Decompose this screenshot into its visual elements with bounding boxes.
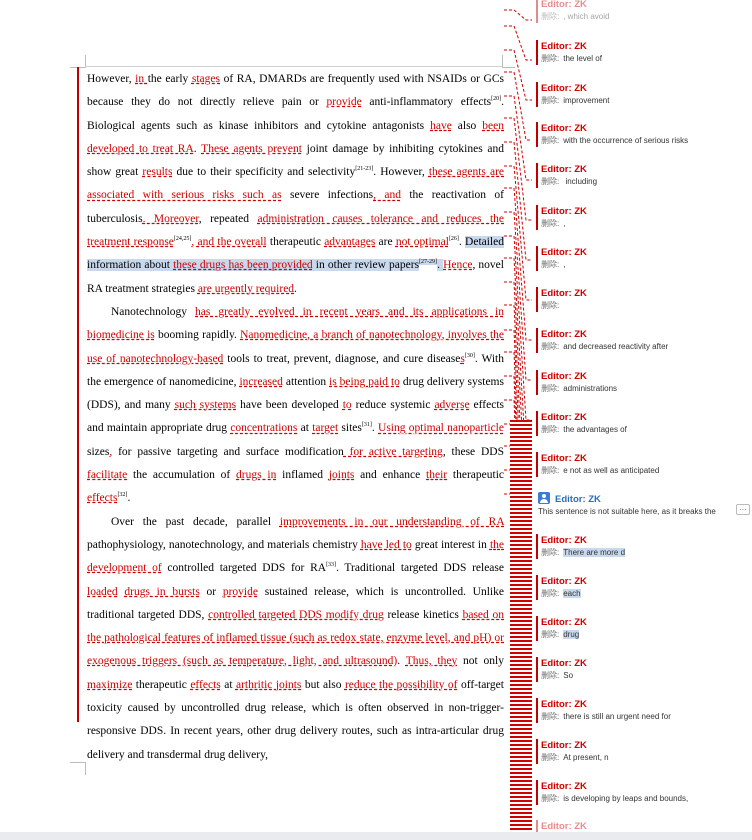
text-run: joint damage by inhibiting cytokines and show great [87,142,505,179]
deleted-text: , [563,219,566,228]
text-run: have been developed [236,399,343,412]
comment-author-name: Editor: ZK [541,164,587,175]
tracked-insertion: target [312,422,339,435]
deleted-text: improvement [563,96,610,105]
text-run: anti-inflammatory effects [361,96,492,109]
comment-body [541,341,752,353]
tracked-insertion: stages [191,73,220,85]
tracked-insertion: Hence [443,259,473,272]
text-run: Nanotechnology [111,305,196,318]
deletion-label: 删除: [541,342,560,351]
text-run: tools to treat, prevent, diagnose, and cure disease [223,352,461,365]
tracked-insertion: the development of [87,538,505,575]
deleted-text: So [563,671,574,680]
tracked-insertion: . Moreover [142,212,199,225]
tracked-insertion: joints [328,469,355,482]
deletion-label: 删除: [541,301,560,310]
citation-ref: [20] [491,96,502,103]
text-run: . Biological agents such as kinase inhibitors and cytokine antagonists [87,96,505,132]
text-run: . [127,492,131,505]
text-run: , novel RA treatment strategies [87,259,504,295]
text-run: However, [87,73,136,85]
tracked-insertion: in [135,73,148,85]
comment-body [541,95,752,107]
page-corner-mark [502,55,515,68]
text-run: of RA, DMARDs are frequently used with NSAIDs or GCs because they do not directly relieve pain or [87,73,504,109]
text-run: for passive targeting and surface modification [112,445,344,458]
deleted-text: , which avoid [563,12,610,21]
comment-author [541,657,752,670]
comment-author [541,452,752,465]
comment-author-name: Editor: ZK [541,617,587,628]
comment-card[interactable] [536,534,752,559]
comment-body [538,506,752,518]
deletion-label: 删除: [541,466,560,475]
text-run: drug delivery systems (DDS), and many [87,375,504,412]
comment-author [541,205,752,218]
text-run: , these DDS [442,445,504,458]
user-avatar-icon [538,492,550,504]
tracked-insertion: maximize [87,678,133,691]
tracked-insertion: controlled targeted DDS modify drug [208,608,384,621]
deletion-label: 删除: [541,589,560,598]
deletion-label: 删除: [541,712,560,721]
comment-card[interactable] [536,657,752,682]
comment-card[interactable] [536,0,752,23]
comment-author [541,287,752,300]
comment-author [541,82,752,95]
comment-body [541,383,752,395]
comment-author [541,575,752,588]
citation-ref: [31] [361,422,372,429]
text-run: reduce systemic [351,399,435,412]
deleted-text: e not as well as anticipated [563,466,660,475]
tracked-insertion: to [342,399,352,412]
comment-author [541,246,752,259]
deleted-text: and decreased reactivity after [563,342,669,351]
comment-card[interactable] [536,739,752,764]
tracked-insertion: been developed to treat RA [87,119,504,155]
comment-card[interactable] [536,328,752,353]
comment-body [541,218,752,230]
comment-body [541,793,752,805]
deleted-text: with the occurrence of serious risks [563,136,689,145]
comment-author-name: Editor: ZK [541,329,587,340]
comment-card[interactable] [536,122,752,147]
tracked-insertion: drugs in bursts [124,585,200,598]
citation-ref: [24,25] [173,236,192,243]
status-bar [0,832,752,840]
comment-author-name: Editor: ZK [541,0,587,10]
text-run: . [193,142,202,155]
comment-author-name: Editor: ZK [541,740,587,751]
comment-body [541,752,752,764]
deleted-text: there is still an urgent need for [563,712,671,721]
text-run: Over the past decade, parallel [111,515,280,528]
text-run: attention [282,375,330,388]
comment-body [541,670,752,682]
comment-author [541,534,752,547]
text-run: controlled targeted DDS for RA [161,562,327,575]
tracked-insertion: results [142,166,173,179]
comment-author [541,122,752,135]
comment-author [541,780,752,793]
comment-body [541,629,752,641]
comment-body [541,176,752,188]
deleted-text: the advantages of [563,425,627,434]
comment-author-name: Editor: ZK [555,494,601,505]
comment-author [541,328,752,341]
comment-connector-stack [510,420,532,840]
comment-author-name: Editor: ZK [541,576,587,587]
more-options-icon[interactable]: ··· [736,504,750,515]
comment-card[interactable] [536,205,752,230]
text-run: and enhance [354,469,427,482]
tracked-insertion: such systems [174,399,237,412]
deletion-label: 删除: [541,671,560,680]
text-run: the early [147,73,192,85]
deletion-label: 删除: [541,425,560,434]
citation-ref: [30] [464,352,475,359]
text-run: are [375,236,396,249]
tracked-insertion: drugs in [236,469,277,482]
comment-body [541,547,752,559]
comment-card[interactable] [536,370,752,395]
deletion-label: 删除: [541,177,560,186]
deleted-text: each [563,589,581,598]
deletion-label: 删除: [541,12,560,21]
text-run: sizes [87,445,110,458]
tracked-insertion: concentrations [230,422,298,435]
citation-ref: [27-29] [419,259,438,266]
text-run: sustained release, which is uncontrolled. Unlike traditional targeted DDS, [87,585,504,621]
deleted-text: There are more d [563,548,626,557]
comment-author-name: Editor: ZK [541,658,587,669]
tracked-insertion: Using optimal nanoparticle [378,422,504,435]
text-run: the reactivation of tuberculosis [87,189,505,225]
tracked-insertion: reduce the possibility of [344,678,458,691]
comment-body [541,465,752,477]
text-run: effects and maintain appropriate drug [87,399,504,435]
page-margin-line [85,66,502,67]
text-run: Detailed information about [87,236,504,272]
comment-body [541,53,752,65]
paragraph[interactable] [87,301,504,511]
text-run: . [458,236,466,249]
deleted-text: At present, n [563,753,609,762]
comment-author-name: Editor: ZK [541,247,587,258]
comment-body [541,11,752,23]
comment-author-name: Editor: ZK [541,781,587,792]
comment-author-name: Editor: ZK [541,412,587,423]
comment-author-name: Editor: ZK [541,453,587,464]
deleted-text: administrations [563,384,618,393]
tracked-insertion: arthritic joints [235,678,302,691]
comment-author [541,370,752,383]
tracked-insertion: are urgently required [197,282,295,295]
deletion-label: 删除: [541,384,560,393]
deleted-text: is developing by leaps and bounds, [563,794,689,803]
text-run: . [371,422,379,435]
deletion-label: 删除: [541,794,560,803]
comment-author-name: Editor: ZK [541,371,587,382]
comment-card[interactable] [536,82,752,107]
deletion-label: 删除: [541,260,560,269]
comment-card[interactable] [536,698,752,723]
text-run: in other review papers [312,259,420,272]
comment-body [541,135,752,147]
comment-author [541,698,752,711]
tracked-insertion: administration causes tolerance and reduces the treatment response [87,212,504,249]
page-corner-mark [70,762,86,775]
comment-body [541,588,752,600]
deleted-text: the level of [563,54,602,63]
text-run: therapeutic [132,678,191,691]
comment-author [541,411,752,424]
comments-pane[interactable] [532,0,752,840]
citation-ref: [26] [448,236,459,243]
text-run: due to their specificity and selectivity [172,166,356,179]
text-run: or [199,585,223,598]
text-run: therapeutic [266,236,325,249]
tracked-insertion: increased [239,375,283,388]
comment-author-name: Editor: ZK [541,699,587,710]
tracked-insertion: adverse [434,399,470,412]
text-run: . [294,282,297,295]
text-run: inflamed [276,469,329,482]
deletion-label: 删除: [541,219,560,228]
text-run: therapeutic [447,469,505,482]
text-run: . [397,655,406,668]
citation-ref: [32] [117,492,128,499]
deletion-label: 删除: [541,753,560,762]
comment-author-name: Editor: ZK [541,821,587,832]
comment-author-name: Editor: ZK [541,123,587,134]
comment-card[interactable] [536,411,752,436]
comment-card[interactable] [536,616,752,641]
deletion-label: 删除: [541,630,560,639]
comment-text: This sentence is not suitable here, as it breaks the [538,507,716,516]
comment-author-name: Editor: ZK [541,288,587,299]
tracked-insertion: These agents prevent [201,142,302,155]
comment-card[interactable] [536,40,752,65]
tracked-insertion: based on the pathological features of inflamed tissue (such as redox state, enzyme level, and pH) or exogenous triggers (such as temperature, light, and ultrasound) [87,608,504,668]
comment-author [541,163,752,176]
comment-author [541,40,752,53]
text-run: . With the emergence of nanomedicine, [87,352,504,388]
tracked-insertion: Nanomedicine, a branch of nanotechnology, involves the use of nanotechnology-based [87,329,505,365]
paragraph[interactable] [87,68,504,301]
comment-author [541,0,752,11]
comment-card[interactable] [536,452,752,477]
change-bar [77,67,79,722]
tracked-insertion: provide [326,96,362,109]
text-run: . [437,259,444,272]
comment-author [541,616,752,629]
tracked-insertion: , and [373,189,401,202]
comment-body [541,424,752,436]
comment-author [538,492,752,506]
comment-body [541,711,752,723]
tracked-insertion: effects [190,678,221,691]
tracked-insertion: for active targeting [343,445,443,458]
tracked-insertion: loaded [87,585,118,598]
tracked-insertion: not optimal [395,236,449,249]
text-run: . However, [373,166,429,179]
tracked-insertion: , [109,445,113,458]
comment-author [541,739,752,752]
text-run: also [451,119,483,132]
text-run: pathophysiology, nanotechnology, and materials chemistry [87,538,361,551]
deleted-text: , [563,260,566,269]
deleted-text: drug [563,630,580,639]
tracked-insertion: , and the overall [191,236,267,249]
comment-card[interactable] [536,575,752,600]
text-run: , repeated [198,212,258,225]
tracked-insertion: these agents are associated with serious risks such as [87,166,505,202]
deletion-label: 删除: [541,136,560,145]
tracked-insertion: has greatly evolved in recent years and its applications in biomedicine is [87,305,504,342]
tracked-insertion: provide [222,585,258,598]
text-run: severe infections [281,189,374,202]
text-run: booming rapidly. [154,329,241,342]
tracked-insertion: facilitate [87,469,128,482]
text-run: at [220,678,236,691]
comment-body [541,300,752,312]
tracked-insertion: have [430,119,452,132]
tracked-insertion: advantages [324,236,376,249]
citation-ref: [21-23] [355,166,374,173]
tracked-insertion: their [426,469,448,482]
tracked-insertion: have led to [360,538,412,551]
paragraph[interactable] [87,511,504,767]
text-run: sites [338,422,362,435]
tracked-insertion: effects [87,492,118,505]
comment-author-name: Editor: ZK [541,41,587,52]
tracked-insertion: these drugs has been provided [173,259,313,272]
deleted-text: including [563,177,598,186]
comment-author-name: Editor: ZK [541,206,587,217]
deletion-label: 删除: [541,54,560,63]
text-run: release kinetics [383,608,463,621]
text-run: not only [457,655,505,668]
text-run: but also [301,678,345,691]
tracked-insertion: Thus, they [405,655,458,668]
tracked-insertion: is being paid to [329,375,400,388]
comment-card[interactable] [536,287,752,312]
tracked-insertion: s [460,352,465,365]
text-run: the accumulation of [127,469,237,482]
deletion-label: 删除: [541,96,560,105]
text-run: off-target toxicity caused by uncontrolled drug release, which is often observed in non-trigger-responsive DDS. In recent years, other drug delivery routes, such as intra-articular drug delivery and transdermal drug delivery, [87,678,504,761]
comment-note[interactable] [538,492,752,518]
text-run: great interest in [411,538,490,551]
comment-author-name: Editor: ZK [541,535,587,546]
deletion-label: 删除: [541,548,560,557]
text-run: . Traditional targeted DDS release [336,562,504,575]
comment-body [541,259,752,271]
tracked-insertion: improvements in our understanding of RA [279,515,504,528]
comment-card[interactable] [536,163,752,188]
text-run: at [297,422,313,435]
comment-card[interactable] [536,246,752,271]
citation-ref: [33] [326,562,337,569]
comment-card[interactable] [536,780,752,805]
document-body[interactable] [87,68,504,767]
comment-author-name: Editor: ZK [541,83,587,94]
